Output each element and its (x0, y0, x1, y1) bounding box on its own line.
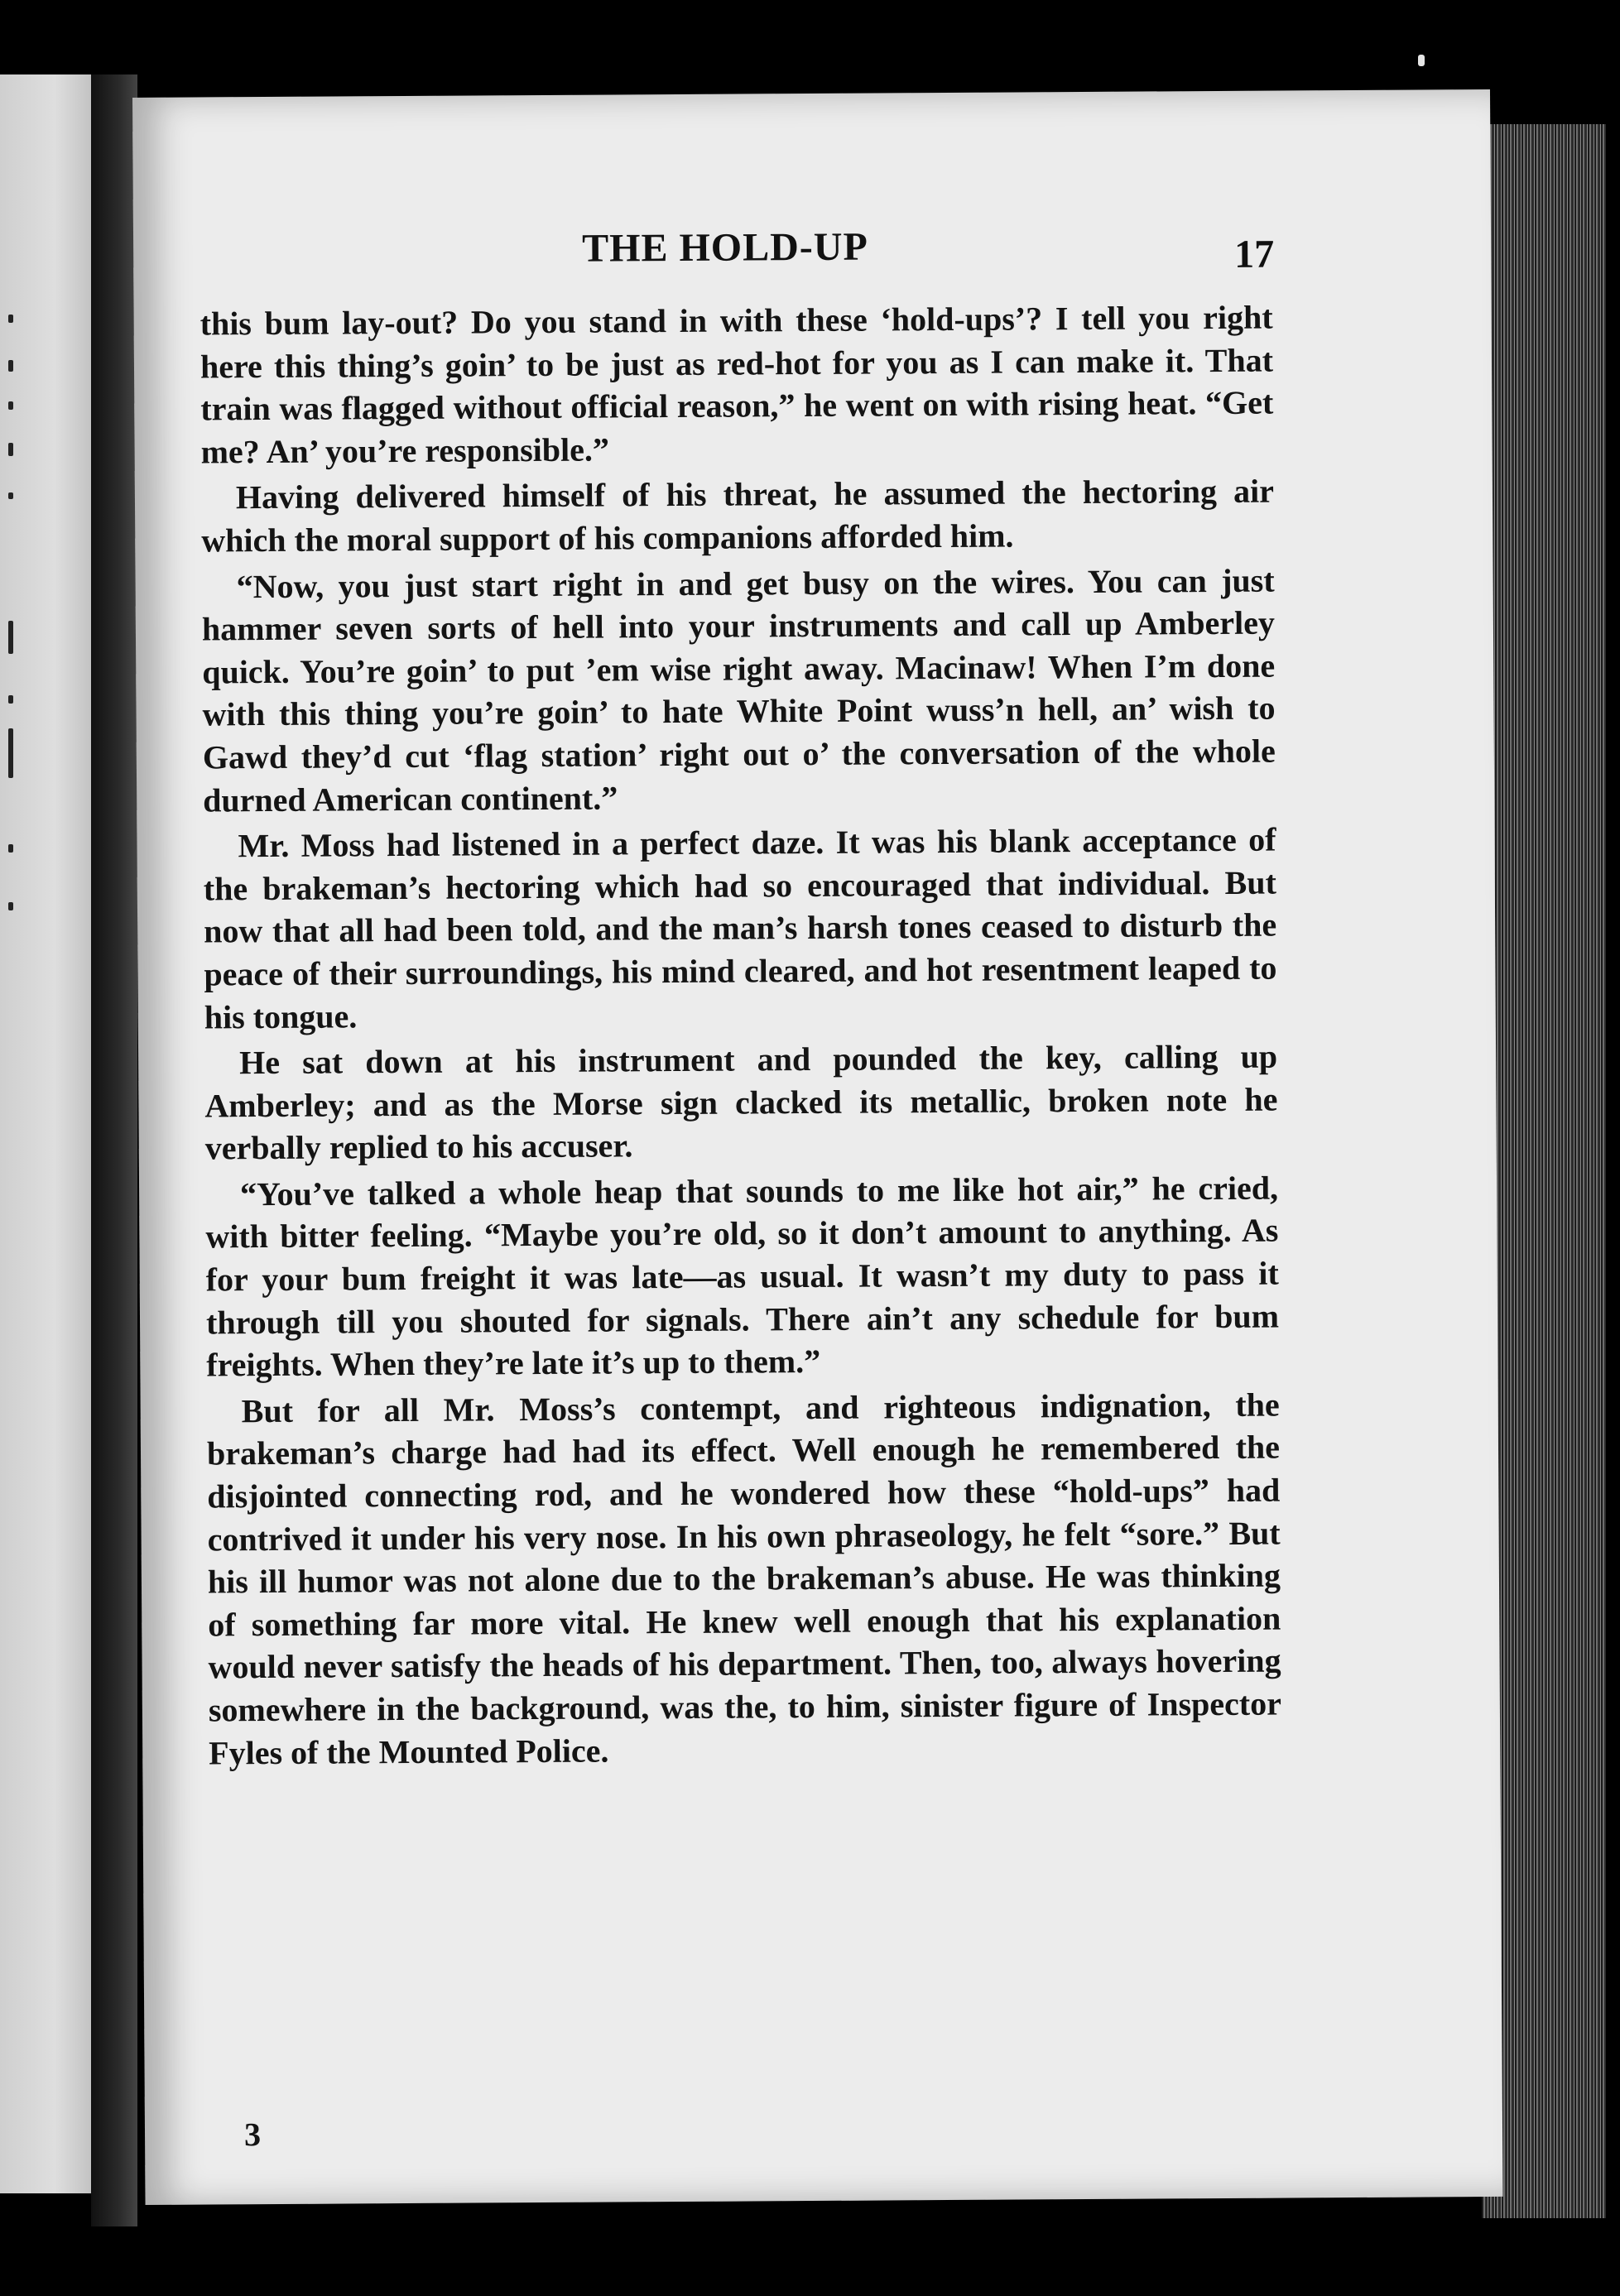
paragraph: But for all Mr. Moss’s contempt, and righteous indignation, the brakeman’s charge had had its effect. Well enough he remembered the disjointed connecting rod, and he wondered how these “hold-ups” had contrived it under his very nose. In his own phraseology, he felt “sore.” But his ill humor was not alone due to the brakeman’s abuse. He was thinking of something far more vital. He knew well enough that his explanation would never satisfy the heads of his department. Then, too, always hovering somewhere in the background, was the, to him, sinister figure of Inspector Fyles of the Mounted Police. (206, 1386, 1282, 1772)
paragraph: Mr. Moss had listened in a perfect daze. It was his blank acceptance of the brakeman’s hectoring which had so encouraged that individual. But now that all had been told, and the man’s harsh tones ceased to disturb the peace of their surroundings, his mind cleared, and hot resentment leaped to his tongue. (203, 820, 1277, 1035)
paragraph: Having delivered himself of his threat, he assumed the hectoring air which the moral support of his companions afforded him. (201, 472, 1275, 560)
scan-speck (1418, 55, 1425, 66)
left-page-ink-fragment (8, 728, 13, 778)
running-head (133, 220, 1491, 286)
running-head-title: THE HOLD-UP (581, 224, 868, 271)
page-number: 17 (1234, 232, 1275, 276)
left-page-ink-fragment (8, 360, 13, 372)
paragraph: He sat down at his instrument and pounded the key, calling up Amberley; and as the Morse sign clacked its metallic, broken note he verbally replied to his accuser. (204, 1037, 1278, 1167)
paragraph: “You’ve talked a whole heap that sounds to me like hot air,” he cried, with bitter feeling. “Maybe you’re old, so it don’t amount to anything. As for your bum freight it was late—as usual. It wasn’t my duty to pass it through till you shouted for signals. There ain’t any schedule for bum freights. When they’re late it’s up to them.” (205, 1169, 1280, 1384)
left-page-ink-fragment (8, 695, 13, 704)
left-page-ink-fragment (8, 844, 13, 853)
left-page-ink-fragment (8, 443, 13, 456)
signature-mark: 3 (243, 2116, 262, 2154)
left-page-ink-fragment (8, 621, 13, 654)
paragraph: “Now, you just start right in and get busy on the wires. You can just hammer seven sorts of hell into your instruments and call up Amberley quick. You’re goin’ to put ’em wise right away. Macinaw! When I’m done with this thing you’re goin’ to hate White Point wuss’n hell, an’ wish to Gawd they’d cut ‘flag station’ right out o’ the conversation of the whole durned American continent.” (201, 561, 1276, 819)
left-page-ink-fragment (8, 315, 13, 323)
left-page-ink-fragment (8, 401, 13, 410)
left-page-ink-fragment (8, 902, 13, 910)
paragraph: this bum lay-out? Do you stand in with these ‘hold-ups’? I tell you right here this thing’s goin’ to be just as red-hot for you as I can make it. That train was flagged without official reason,” he went on with rising heat. “Get me? An’ you’re responsible.” (199, 298, 1274, 471)
left-page-edge (0, 74, 99, 2193)
body-text (200, 296, 1282, 1778)
left-page-ink-fragment (8, 492, 13, 499)
book-gutter (91, 74, 137, 2226)
book-page (132, 89, 1503, 2205)
